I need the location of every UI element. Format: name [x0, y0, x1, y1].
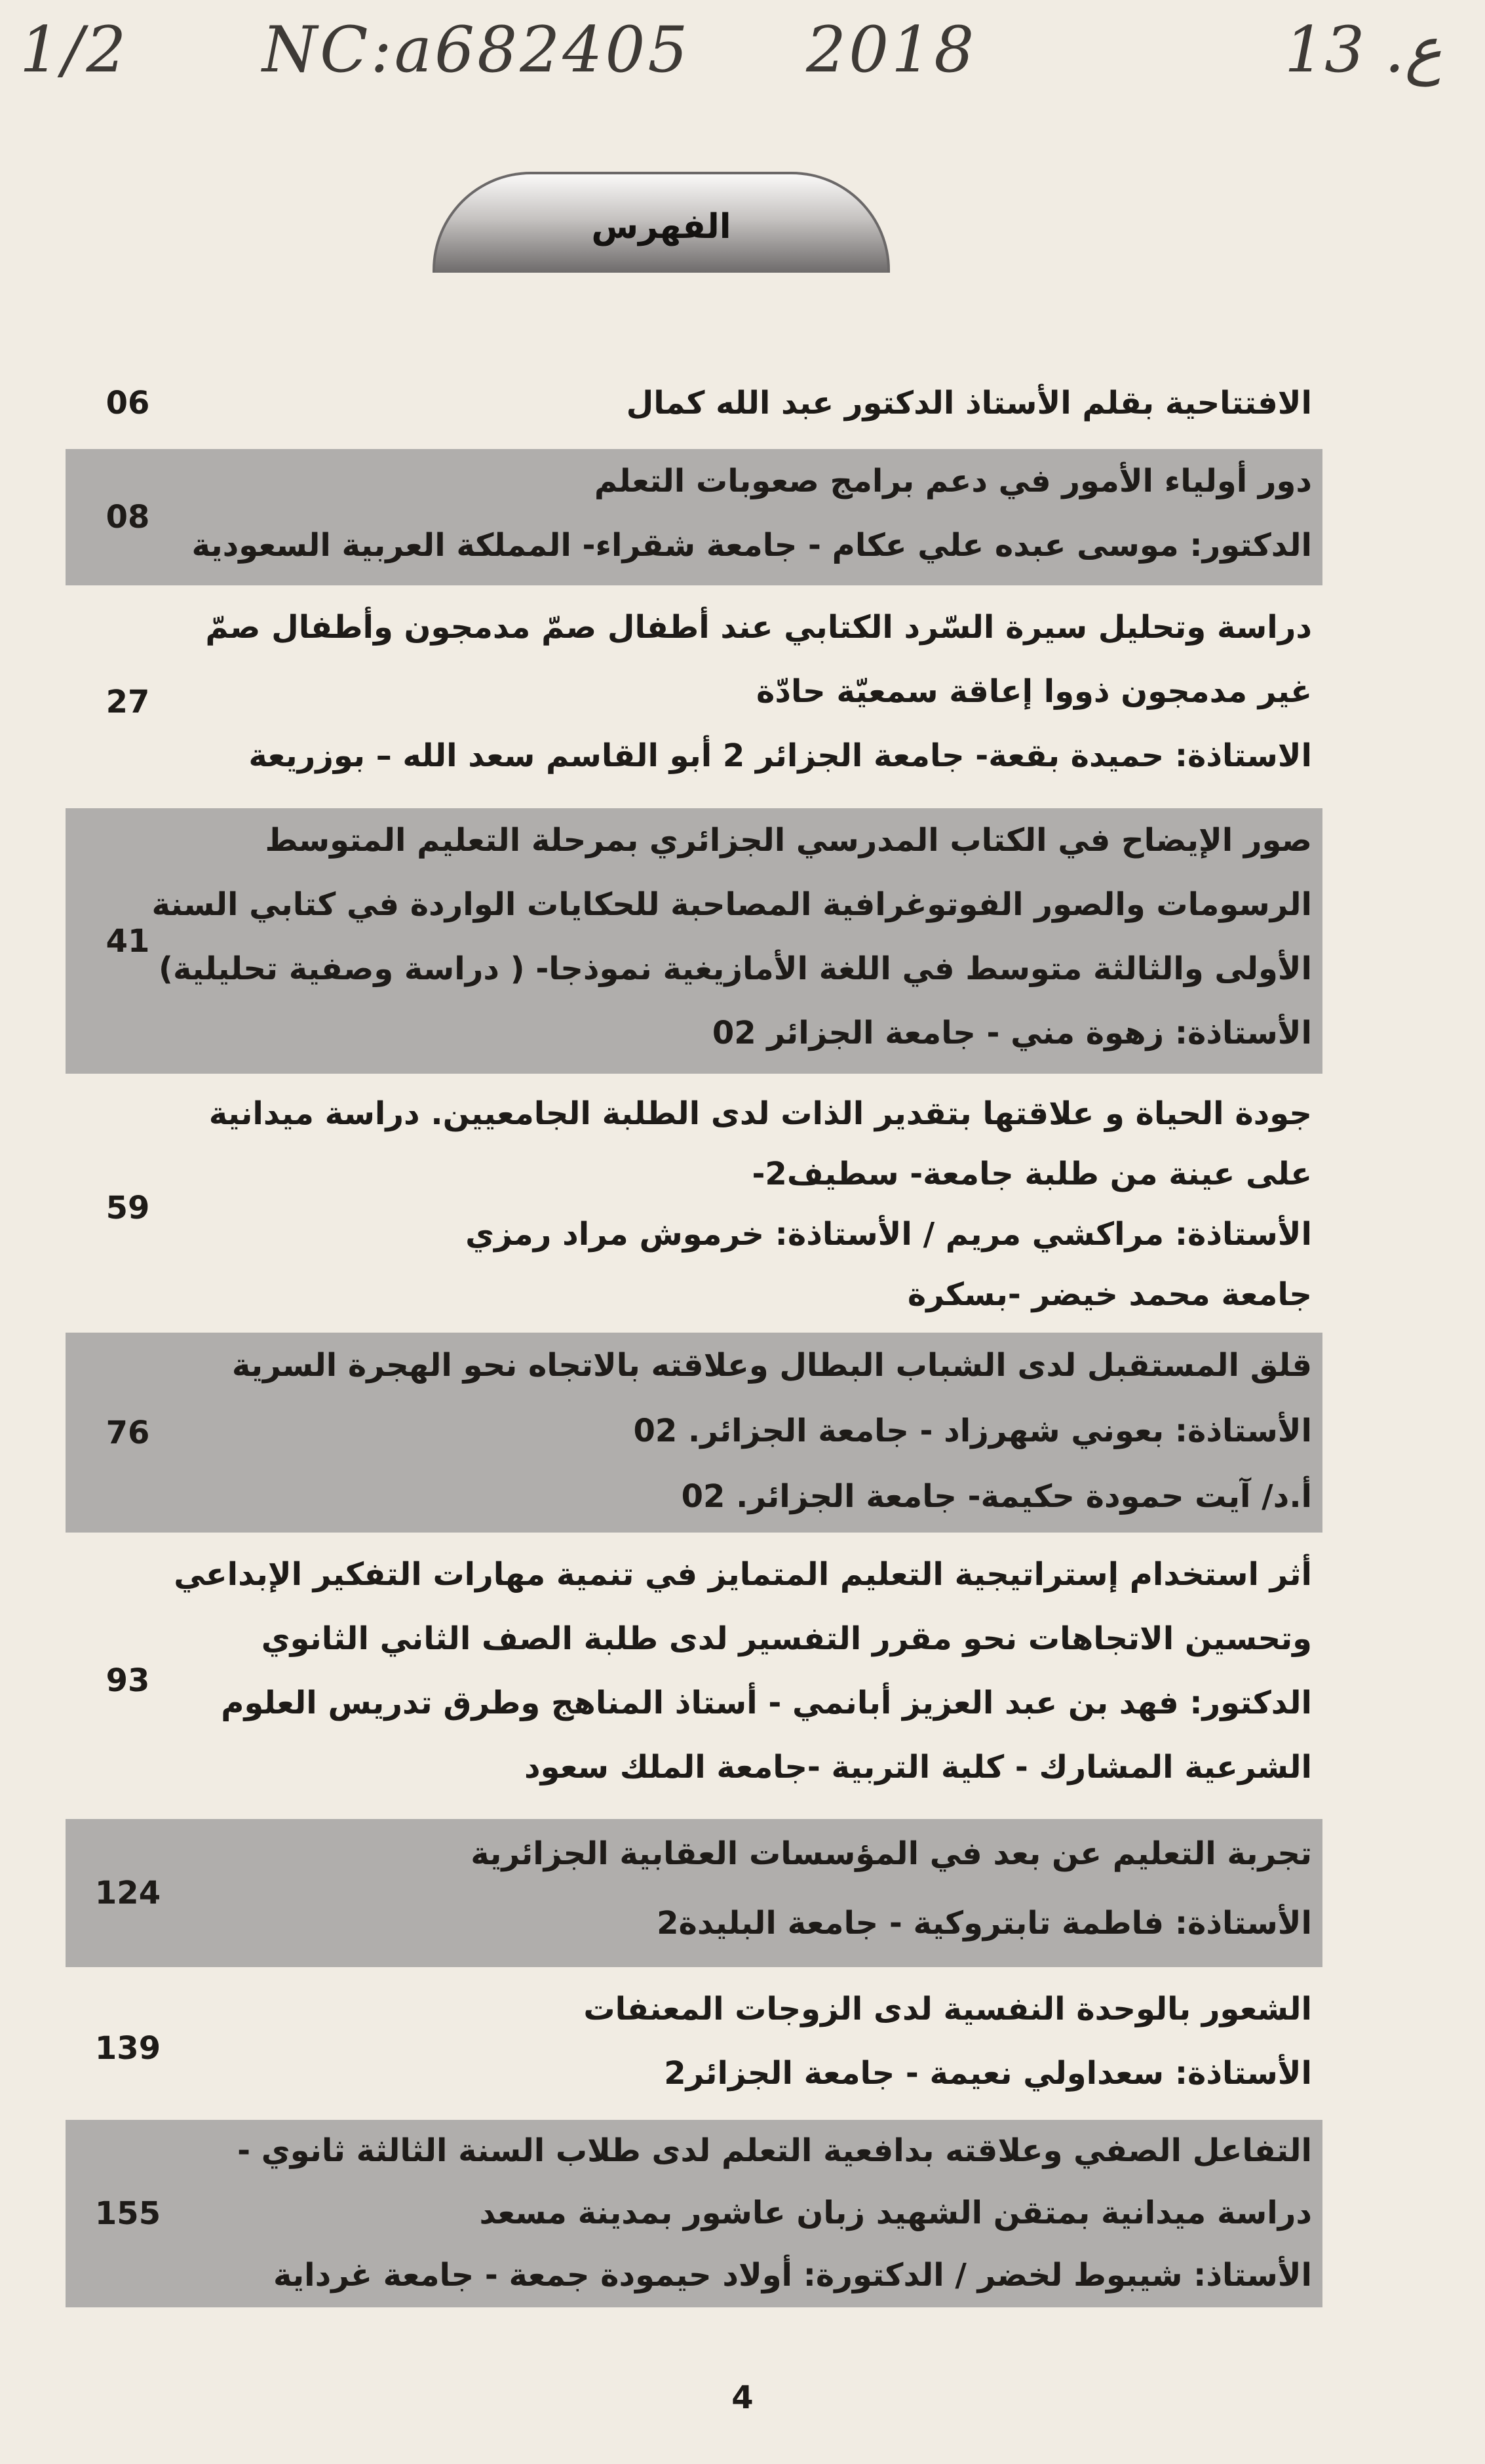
- toc-entry: [66, 357, 1322, 449]
- toc-entry: [66, 808, 1322, 1074]
- entry-author-line: أ.د/ آيت حمودة حكيمة- جامعة الجزائر. 02: [681, 1478, 1312, 1515]
- entry-page-number: 41: [106, 922, 150, 960]
- toc-entry: [66, 595, 1322, 808]
- entry-title-line: أثر استخدام إستراتيجية التعليم المتمايز في تنمية مهارات التفكير الإبداعي: [174, 1556, 1312, 1593]
- entry-title-line: الشعور بالوحدة النفسية لدى الزوجات المعنفات: [583, 1991, 1312, 2027]
- entry-page-number: 155: [94, 2195, 161, 2232]
- entry-author-line: الأستاذة: فاطمة تابتروكية - جامعة البليدة2: [657, 1905, 1312, 1942]
- entry-title-line: الأولى والثالثة متوسط في اللغة الأمازيغية نموذجا- ( دراسة وصفية تحليلية): [159, 950, 1312, 987]
- handwritten-issue: ع. 13: [1284, 13, 1442, 87]
- toc-entry: [66, 1333, 1322, 1533]
- entry-author-line: الأستاذ: شيبوط لخضر / الدكتورة: أولاد حيمودة جمعة - جامعة غرداية: [273, 2257, 1312, 2294]
- entry-author-line: الأستاذة: سعداولي نعيمة - جامعة الجزائر2: [664, 2055, 1312, 2092]
- entry-page-number: 08: [106, 499, 150, 536]
- entry-author-line: الأستاذة: بعوني شهرزاد - جامعة الجزائر. 02: [633, 1413, 1312, 1449]
- entry-page-number: 139: [94, 2030, 161, 2067]
- handwritten-fraction: 1/2: [20, 13, 129, 87]
- entry-page-number: 124: [94, 1875, 161, 1911]
- page-title: الفهرس: [591, 207, 731, 246]
- entry-title-line: التفاعل الصفي وعلاقته بدافعية التعلم لدى طلاب السنة الثالثة ثانوي -: [237, 2132, 1312, 2169]
- entry-title-line: تجربة التعليم عن بعد في المؤسسات العقابية الجزائرية: [471, 1835, 1312, 1872]
- entry-page-number: 59: [106, 1190, 150, 1226]
- entry-author-line: الدكتور: موسى عبده علي عكام - جامعة شقراء- المملكة العربية السعودية: [191, 527, 1312, 564]
- toc-entry: [66, 1084, 1322, 1333]
- entry-title-line: وتحسين الاتجاهات نحو مقرر التفسير لدى طلبة الصف الثاني الثانوي: [261, 1620, 1312, 1657]
- entry-author-line: الاستاذة: حميدة بقعة- جامعة الجزائر 2 أبو القاسم سعد الله – بوزريعة: [248, 737, 1312, 774]
- toc-entry: [66, 449, 1322, 585]
- entry-title-line: صور الإيضاح في الكتاب المدرسي الجزائري بمرحلة التعليم المتوسط: [265, 822, 1312, 859]
- toc-entry: [66, 1819, 1322, 1967]
- entry-author-line: الشرعية المشارك - كلية التربية -جامعة الملك سعود: [524, 1749, 1312, 1786]
- toc-entry: [66, 1977, 1322, 2120]
- entry-page-number: 27: [106, 683, 150, 720]
- handwritten-year: 2018: [806, 13, 977, 87]
- entry-page-number: 06: [106, 385, 150, 421]
- handwritten-code: NC:a682405: [262, 13, 691, 87]
- entry-author-line: جامعة محمد خيضر -بسكرة: [907, 1276, 1312, 1313]
- entry-title-line: دور أولياء الأمور في دعم برامج صعوبات التعلم: [594, 463, 1312, 499]
- entry-title-line: الرسومات والصور الفوتوغرافية المصاحبة للحكايات الواردة في كتابي السنة: [151, 886, 1312, 923]
- toc-entry: [66, 1542, 1322, 1819]
- entry-author-line: الأستاذة: زهوة مني - جامعة الجزائر 02: [712, 1015, 1312, 1051]
- toc-entry: [66, 2120, 1322, 2307]
- page-number: 4: [731, 2379, 754, 2416]
- entry-title-line: قلق المستقبل لدى الشباب البطال وعلاقته بالاتجاه نحو الهجرة السرية: [231, 1347, 1312, 1384]
- table-of-contents: [66, 357, 1322, 2307]
- entry-line: الافتتاحية بقلم الأستاذ الدكتور عبد الله كمال: [626, 385, 1312, 421]
- entry-page-number: 76: [106, 1414, 150, 1451]
- toc-title-tab: [433, 172, 890, 273]
- entry-title-line: غير مدمجون ذووا إعاقة سمعيّة حادّة: [756, 673, 1312, 710]
- entry-title-line: على عينة من طلبة جامعة- سطيف2-: [752, 1156, 1312, 1192]
- entry-author-line: الدكتور: فهد بن عبد العزيز أبانمي - أستاذ المناهج وطرق تدريس العلوم: [221, 1685, 1312, 1721]
- entry-title-line: دراسة وتحليل سيرة السّرد الكتابي عند أطفال صمّ مدمجون وأطفال صمّ: [205, 609, 1312, 646]
- entry-page-number: 93: [106, 1662, 150, 1699]
- entry-title-line: دراسة ميدانية بمتقن الشهيد زبان عاشور بمدينة مسعد: [479, 2195, 1312, 2231]
- entry-author-line: الأستاذة: مراكشي مريم / الأستاذة: خرموش مراد رمزي: [465, 1216, 1312, 1253]
- entry-title-line: جودة الحياة و علاقتها بتقدير الذات لدى الطلبة الجامعيين. دراسة ميدانية: [208, 1095, 1312, 1132]
